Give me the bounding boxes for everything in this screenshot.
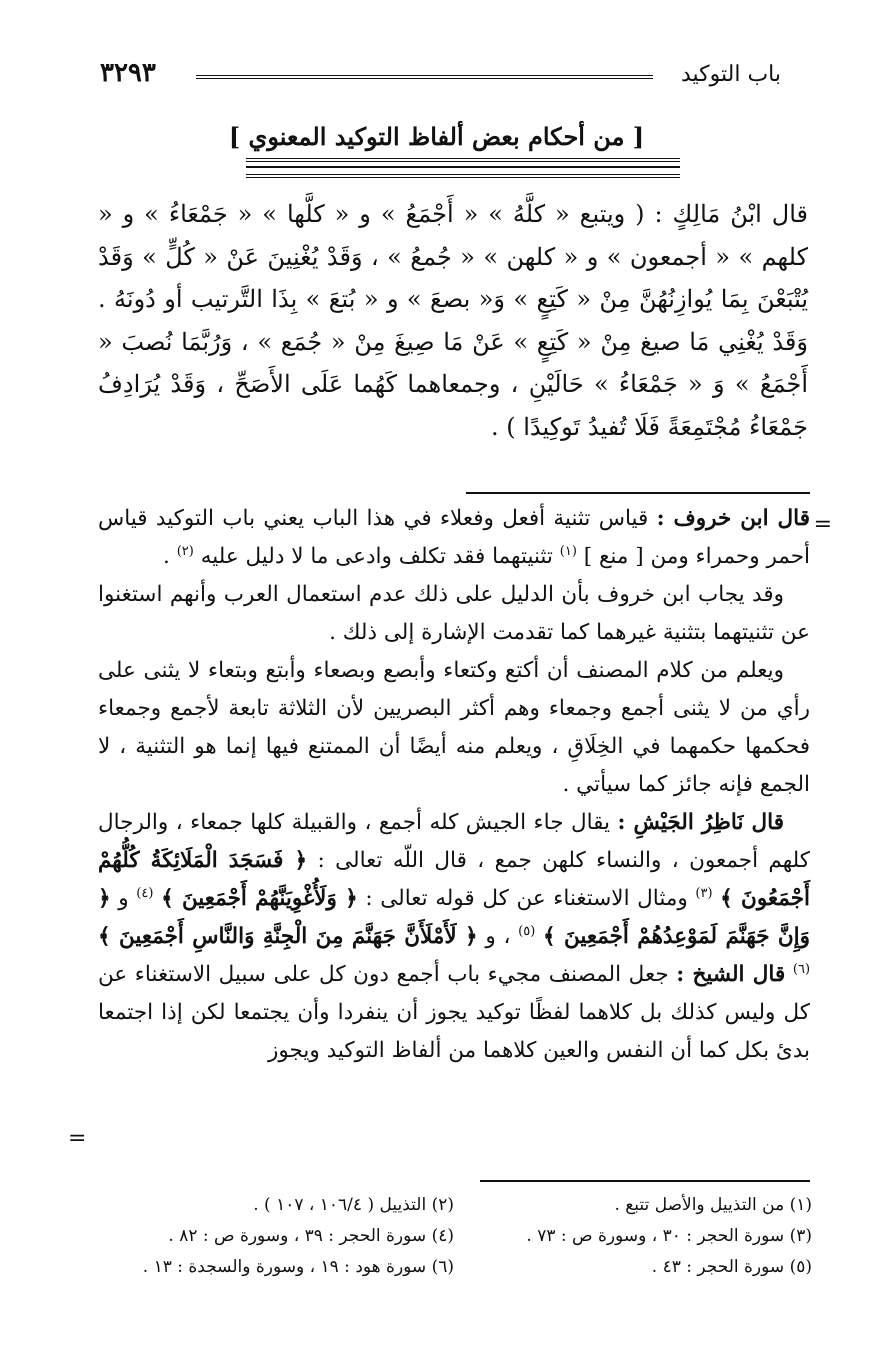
paragraph-reply: وقد يجاب ابن خروف بأن الدليل على ذلك عدم استعمال العرب وأنهم استغنوا عن تثنيتهما بتثنية غيرهما كما تقدمت الإشارة إلى ذلك . [98, 582, 810, 645]
footnote-ref: (١) [559, 543, 577, 559]
footnote-divider [480, 1180, 810, 1182]
heading-rule [246, 158, 680, 178]
page-number: ٣٢٩٣ [100, 58, 156, 88]
speaker-label: قال الشيخ : [676, 962, 786, 987]
footnote-ref: (٦) [792, 961, 811, 977]
conjunction: ، و [485, 924, 511, 949]
quran-quote: ﴿ وَلَأُغْوِيَنَّهُمْ أَجْمَعِينَ ﴾ [161, 886, 358, 911]
footnote: (٦) سورة هود : ١٩ ، وسورة والسجدة : ١٣ . [142, 1257, 454, 1277]
header-rule [196, 75, 653, 81]
section-heading-text: [ من أحكام بعض ألفاظ التوكيد المعنوي ] [228, 122, 645, 151]
continuation-mark-bottom: = [68, 1126, 87, 1151]
speaker-label: قال ابن خروف : [656, 506, 810, 531]
paragraph-text: جعل المصنف مجيء باب أجمع دون كل على سبيل الاستغناء عن كل وليس كذلك بل كلاهما لفظًا توكيد يجوز أن ينفردا وأن يجتمعا لكن إذا اجتمعا بدئ بكل كما أن النفس والعين كلاهما من ألفاظ التوكيد ويجوز [98, 962, 810, 1063]
footnote-row [96, 1252, 812, 1283]
footnote-ref: (٣) [695, 885, 713, 901]
section-heading [0, 120, 873, 154]
paragraph-nazir-aljaysh [98, 804, 810, 1070]
footnotes [96, 1190, 812, 1283]
text-divider [466, 492, 810, 494]
continuation-mark-top: = [813, 512, 832, 537]
quran-quote: ﴿ فَسَجَدَ الْمَلَائِكَةُ كُلُّهُمْ أَجْمَعُونَ ﴾ [98, 848, 810, 911]
footnote: (٣) سورة الحجر : ٣٠ ، وسورة ص : ٧٣ . [526, 1226, 812, 1246]
footnote: (١) من التذييل والأصل تتبع . [614, 1195, 812, 1215]
paragraph-ibn-kharuf [98, 500, 810, 576]
main-text: قال ابْنُ مَالِكٍ : ( ويتبع « كلَّهُ » « أَجْمَعُ » و « كلَّها » « جَمْعَاءُ » و « كلهم » « أجمعون » و « كلهن » « جُمعُ » ، وَقَدْ يُغْنِينَ عَنْ « كُلٍّ » وَقَدْ يُتْبَعْنَ بِمَا يُوازِنُهُنَّ مِنْ « كَتِعٍ » وَ« بصعَ » و « بُتعَ » بِذَا التَّرتيب أو دُونَهُ . وَقَدْ يُغْنِي مَا صيغ مِنْ « كَتِعٍ » عَنْ مَا صِيغَ مِنْ « جُمَع » ، وَرُبَّمَا نُصبَ « أَجْمَعُ » وَ « جَمْعَاءُ » حَالَيْنِ ، وجمعاهما كَهُما عَلَى الأَصَحِّ ، وَقَدْ يُرَادِفُ جَمْعَاءُ مُجْتَمِعَةً فَلَا تُفيدُ تَوكِيدًا ) . [98, 200, 808, 441]
quran-quote: ﴿ وَإِنَّ جَهَنَّمَ لَمَوْعِدُهُمْ أَجْمَعِينَ ﴾ [98, 886, 810, 949]
footnote-row [96, 1190, 812, 1221]
paragraph-text: ومثال الاستغناء عن كل قوله تعالى : [365, 886, 688, 911]
conjunction: و [118, 886, 129, 911]
footnote-ref: (٤) [136, 885, 154, 901]
speaker-label: قال نَاظِرُ الجَيْشِ : [617, 810, 784, 835]
running-header [100, 52, 781, 92]
paragraph-end: . [163, 544, 170, 569]
footnote: (٥) سورة الحجر : ٤٣ . [651, 1257, 812, 1277]
quran-quote: ﴿ لَأَمْلَأَنَّ جَهَنَّمَ مِنَ الْجِنَّةِ وَالنَّاسِ أَجْمَعِينَ ﴾ [98, 924, 478, 949]
footnote: (٢) التذييل ( ١٠٦/٤ ، ١٠٧ ) . [253, 1195, 454, 1215]
paragraph-text: تثنيتهما فقد تكلف وادعى ما لا دليل عليه [200, 544, 553, 569]
paragraph-text: يقال جاء الجيش كله أجمع ، والقبيلة كلها جمعاء ، والرجال كلهم أجمعون ، والنساء كلهن جمع ، قال اللّه تعالى : [98, 810, 810, 873]
footnote: (٤) سورة الحجر : ٣٩ ، وسورة ص : ٨٢ . [168, 1226, 454, 1246]
footnote-ref: (٥) [518, 923, 536, 939]
header-title: باب التوكيد [680, 62, 781, 87]
paragraph-text: قياس تثنية أفعل وفعلاء في هذا الباب يعني باب التوكيد قياس أحمر وحمراء ومن [ منع ] [98, 506, 810, 569]
footnote-ref: (٢) [176, 543, 194, 559]
commentary [68, 500, 832, 1151]
footnote-row [96, 1221, 812, 1252]
paragraph-inference: ويعلم من كلام المصنف أن أكتع وكتعاء وأبصع وبصعاء وأبتع وبتعاء لا يثنى على رأي من لا يثنى أجمع وجمعاء وهم أكثر البصريين لأن الثلاثة تابعة لأجمع وجمعاء فحكمها حكمهما في الخِلَاقِ ، ويعلم منه أيضًا أن الممتنع فيها إنما هو التثنية ، لا الجمع فإنه جائز كما سيأتي . [98, 658, 810, 797]
